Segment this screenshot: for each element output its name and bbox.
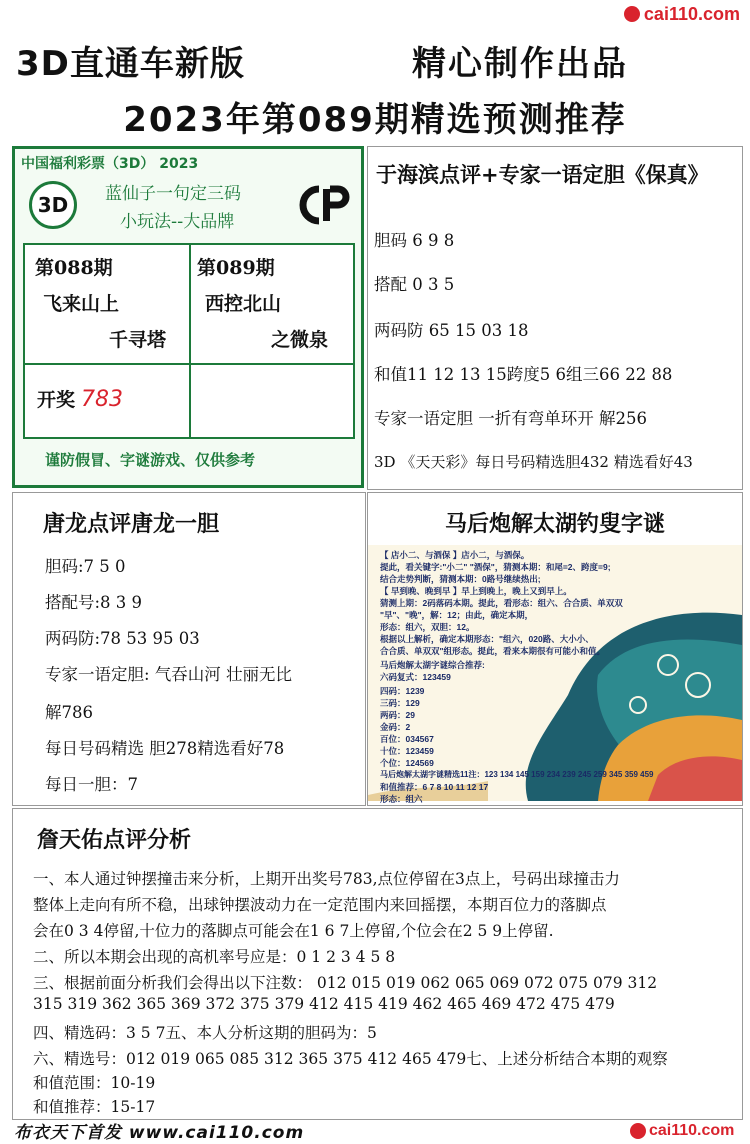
tang-panel: [12, 492, 366, 806]
tang-line: 搭配号:8 3 9: [45, 593, 143, 612]
ma-line: 提此，看关键字:"小二" "酒保"，猜测本期：和尾=2、跨度=9;: [380, 562, 611, 572]
zhan-panel: [12, 808, 743, 1120]
ma-line: 和值推荐：6 7 8 10 11 12 17: [380, 782, 489, 792]
tang-panel-title: 唐龙点评唐龙一胆: [43, 512, 220, 537]
zhan-line: 二、所以本期会出现的高机率号应是：0 1 2 3 4 5 8: [33, 948, 396, 966]
prize-value: 783: [81, 387, 124, 412]
zhan-line: 和值范围：10-19: [33, 1074, 156, 1092]
site-logo-text: cai110.com: [643, 3, 740, 24]
zhan-panel-title: 詹天佑点评分析: [37, 828, 192, 853]
yu-line: 专家一语定胆 一折有弯单环开 解256: [374, 409, 647, 428]
cur-issue-label: 第089期: [197, 257, 275, 279]
prev-riddle-source: 千寻塔: [109, 329, 167, 351]
ma-line: 形态：组六，双胆：12。: [380, 622, 475, 632]
tang-line: 两码防:78 53 95 03: [45, 629, 200, 648]
logo-mark-icon: [630, 1123, 646, 1139]
ma-line: 根据以上解析，确定本期形态："组六，020路、大小小、: [380, 634, 594, 644]
zhan-line: 六、精选号：012 019 065 085 312 365 375 412 465 479七、上述分析结合本期的观察: [33, 1050, 668, 1068]
yu-panel: [367, 146, 743, 490]
yu-line: 胆码 6 9 8: [374, 231, 455, 250]
card-slogan-2: 小玩法--大品牌: [120, 212, 235, 232]
prize-row: [37, 385, 123, 412]
top-bar: [0, 0, 750, 28]
card-slogan-1: 蓝仙子一句定三码: [105, 184, 241, 204]
tang-line: 解786: [45, 703, 93, 722]
footer-text: 布衣天下首发 www.cai110.com: [14, 1123, 305, 1143]
ma-line: 马后炮解太湖字谜综合推荐:: [380, 660, 485, 670]
3d-logo-icon: 3D: [29, 181, 77, 229]
ma-line: 合合质、单双双"组形态。提此，看来本期很有可能小和值。: [380, 646, 606, 656]
prev-riddle: 飞来山上: [43, 293, 120, 315]
tang-line: 专家一语定胆: 气吞山河 壮丽无比: [45, 665, 293, 684]
tang-line: 每日号码精选 胆278精选看好78: [45, 739, 285, 758]
ma-line: 个位：124569: [380, 758, 434, 768]
ma-line: 马后炮解太湖字谜精选11注：123 134 145 159 234 239 245 259 345 359 459: [380, 770, 654, 779]
footer-logo-text: cai110.com: [649, 1122, 735, 1139]
ma-line: 形态：组六: [380, 794, 423, 804]
ma-line: 三码：129: [380, 698, 420, 708]
tang-line: 胆码:7 5 0: [45, 557, 126, 576]
yu-panel-title: 于海滨点评+专家一语定胆《保真》: [376, 163, 709, 187]
header-right-title: 精心制作出品: [412, 44, 628, 84]
cur-riddle: 西控北山: [205, 293, 282, 315]
ma-line: 【 早到晚、晚到早 】早上到晚上，晚上又到早上。: [380, 586, 572, 596]
card-footer: 谨防假冒、字谜游戏、仅供参考: [45, 451, 256, 469]
ma-panel-title: 马后炮解太湖钓叟字谜: [444, 512, 665, 537]
zhan-line: 整体上走向有所不稳，出球钟摆波动力在一定范围内来回摇摆，本期百位力的落脚点: [33, 896, 607, 914]
ma-line: 十位：123459: [380, 746, 434, 756]
riddle-grid: [23, 243, 355, 439]
prize-label: 开奖: [37, 389, 76, 411]
ma-line: 百位：034567: [380, 734, 434, 744]
welfare-lottery-logo-icon: [299, 181, 351, 229]
zhan-line: 和值推荐：15-17: [33, 1098, 156, 1116]
ma-line: 【 店小二、与酒保 】店小二，与酒保。: [380, 550, 530, 560]
zhan-line: 一、本人通过钟摆撞击来分析，上期开出奖号783,点位停留在3点上，号码出球撞击力: [33, 870, 620, 888]
page-title: 2023年第089期精选预测推荐: [123, 100, 627, 140]
ma-line: "早"、"晚"，解：12；由此，确定本期，: [380, 610, 534, 620]
footer-logo[interactable]: [630, 1120, 738, 1142]
zhan-line: 315 319 362 365 369 372 375 379 412 415 419 462 465 469 472 475 479: [33, 995, 615, 1013]
zhan-line: 四、精选码：3 5 7五、本人分析这期的胆码为：5: [33, 1024, 377, 1042]
ma-panel: [367, 492, 743, 806]
yu-line: 两码防 65 15 03 18: [374, 321, 529, 340]
yu-line: 和值11 12 13 15跨度5 6组三66 22 88: [374, 365, 673, 384]
tang-line: 每日一胆：7: [45, 775, 138, 794]
header-left-title: 3D直通车新版: [16, 44, 245, 84]
zhan-line: 三、根据前面分析我们会得出以下注数： 012 015 019 062 065 069 072 075 079 312: [33, 974, 658, 992]
yu-line: 搭配 0 3 5: [374, 275, 455, 294]
card-header: 中国福利彩票（3D） 2023: [21, 156, 199, 172]
zhan-line: 会在0 3 4停留,十位力的落脚点可能会在1 6 7上停留,个位会在2 5 9上停留.: [33, 922, 554, 940]
prev-issue-label: 第088期: [35, 257, 113, 279]
ma-line: 结合走势判断，猜测本期：0路号继续热出;: [380, 574, 541, 584]
site-logo[interactable]: [624, 2, 740, 26]
logo-mark-icon: [624, 6, 640, 22]
grid-divider: [189, 245, 191, 363]
ma-line: 猜测上期：2码落码本期。提此，看形态：组六、合合质、单双双: [380, 598, 623, 608]
yu-line: 3D 《天天彩》每日号码精选胆432 精选看好43: [374, 453, 693, 471]
grid-divider: [189, 365, 191, 437]
ma-line: 四码：1239: [380, 686, 425, 696]
cur-riddle-source: 之微泉: [271, 329, 329, 351]
ma-line: 六码复式：123459: [380, 672, 451, 682]
ma-line: 两码：29: [380, 710, 415, 720]
lottery-card: [12, 146, 364, 488]
ma-line: 金码：2: [380, 722, 411, 732]
